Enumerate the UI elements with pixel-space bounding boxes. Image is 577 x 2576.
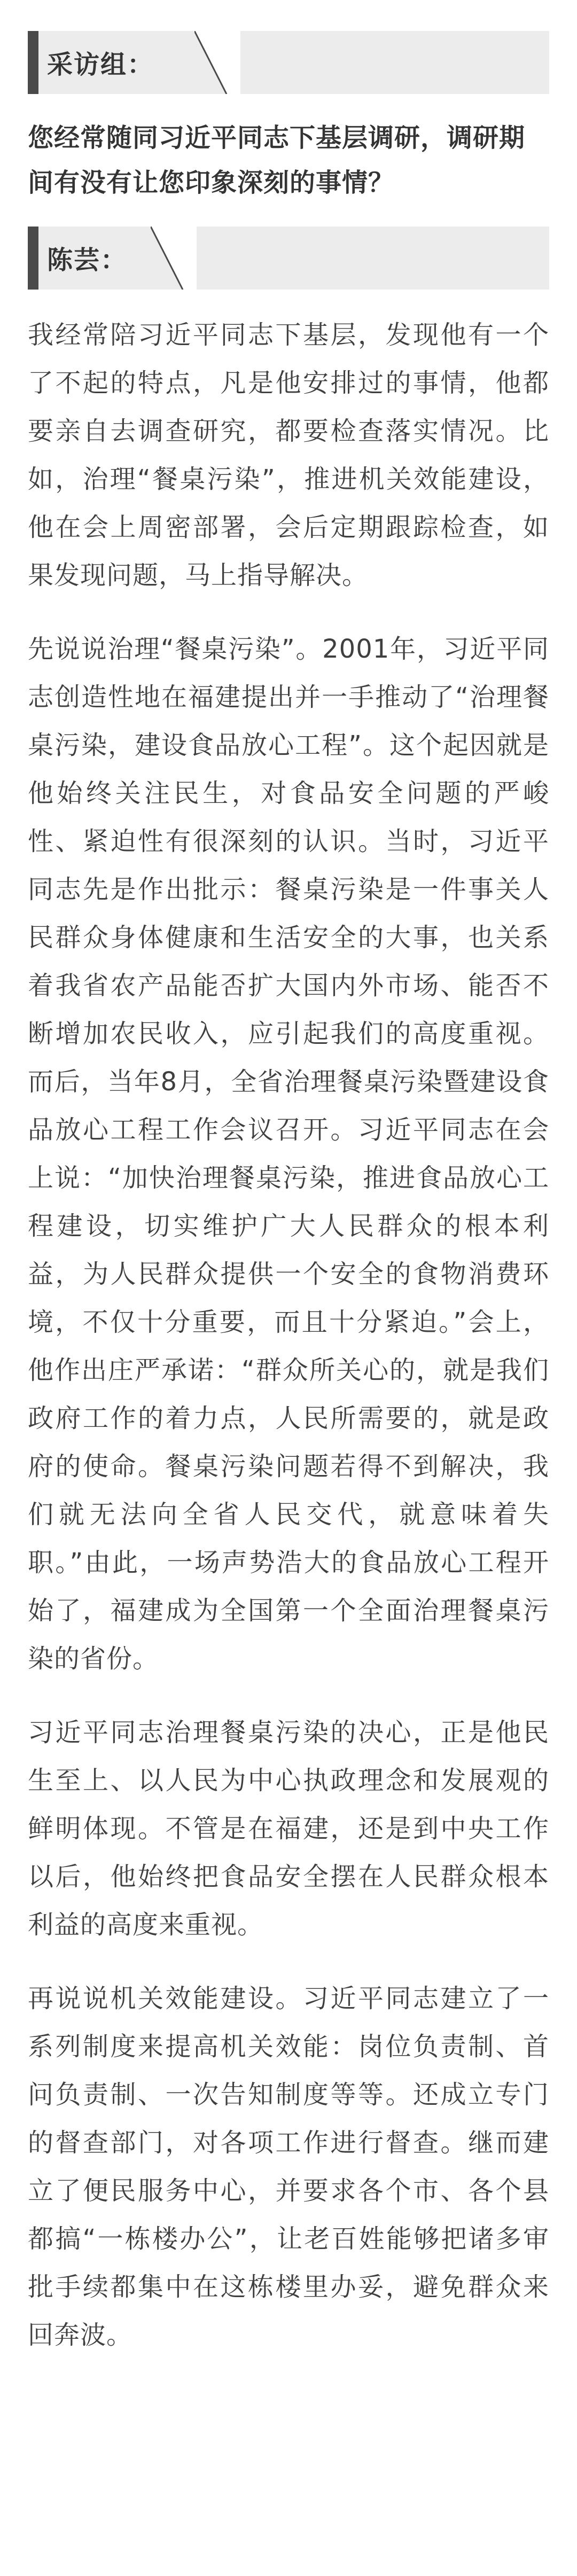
tag-accent-bar bbox=[28, 31, 38, 94]
tag-fold-decoration bbox=[194, 31, 240, 94]
answer-paragraph: 先说说治理“餐桌污染”。2001年，习近平同志创造性地在福建提出并一手推动了“治理餐桌污染，建设食品放心工程”。这个起因就是他始终关注民生，对食品安全问题的严峻性、紧迫性有很深刻的认识。当时，习近平同志先是作出批示：餐桌污染是一件事关人民群众身体健康和生活安全的大事，也关系着我省农产品能否扩大国内外市场、能否不断增加农民收入，应引起我们的高度重视。而后，当年8月，全省治理餐桌污染暨建设食品放心工程工作会议召开。习近平同志在会上说：“加快治理餐桌污染，推进食品放心工程建设，切实维护广大人民群众的根本利益，为人民群众提供一个安全的食物消费环境，不仅十分重要，而且十分紧迫。”会上，他作出庄严承诺：“群众所关心的，就是我们政府工作的着力点，人民所需要的，就是政府的使命。餐桌污染问题若得不到解决，我们就无法向全省人民交代，就意味着失职。”由此，一场声势浩大的食品放心工程开始了，福建成为全国第一个全面治理餐桌污染的省份。 bbox=[28, 634, 549, 1674]
answer-paragraph: 我经常陪习近平同志下基层，发现他有一个了不起的特点，凡是他安排过的事情，他都要亲自去调查研究，都要检查落实情况。比如，治理“餐桌污染”，推进机关效能建设，他在会上周密部署，会后定期跟踪检查，如果发现问题，马上指导解决。 bbox=[28, 320, 549, 590]
respondent-tag bbox=[28, 227, 549, 290]
respondent-label: 陈芸： bbox=[47, 245, 128, 275]
tag-fold-decoration bbox=[151, 227, 197, 290]
tag-accent-bar bbox=[28, 227, 38, 290]
interviewer-tag bbox=[28, 31, 549, 94]
interviewer-label: 采访组： bbox=[47, 50, 154, 80]
answer-paragraph: 再说说机关效能建设。习近平同志建立了一系列制度来提高机关效能：岗位负责制、首问负责制、一次告知制度等等。还成立专门的督查部门，对各项工作进行督查。继而建立了便民服务中心，并要求各个市、各个县都搞“一栋楼办公”，让老百姓能够把诸多审批手续都集中在这栋楼里办妥，避免群众来回奔波。 bbox=[28, 1984, 549, 2350]
interview-question: 您经常随同习近平同志下基层调研，调研期间有没有让您印象深刻的事情？ bbox=[28, 123, 526, 198]
answer-paragraph: 习近平同志治理餐桌污染的决心，正是他民生至上、以人民为中心执政理念和发展观的鲜明体现。不管是在福建，还是到中央工作以后，他始终把食品安全摆在人民群众根本利益的高度来重视。 bbox=[28, 1718, 549, 1940]
